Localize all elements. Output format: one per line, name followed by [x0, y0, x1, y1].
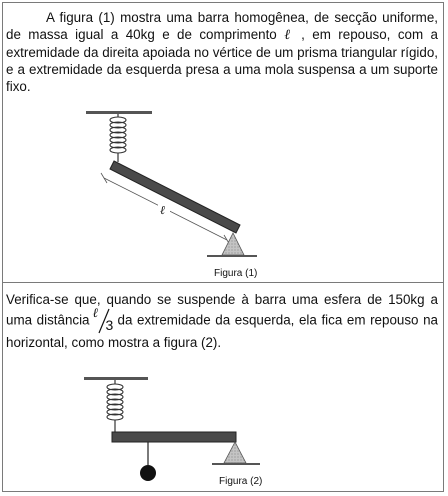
fixed-support-1 [86, 111, 152, 114]
fraction-numerator: ℓ [92, 306, 98, 321]
paragraph-2-text-b: da extremidade da esquerda, ela fica em repouso na horizontal, como mostra a figura (2). [6, 312, 438, 350]
fraction-denominator: 3 [105, 317, 114, 333]
figure-2-caption: Figura (2) [219, 476, 263, 487]
prism-support-2 [224, 442, 246, 463]
fixed-support-2 [84, 377, 148, 380]
paragraph-2-text-a: Verifica-se que, quando se suspende à barra uma esfera de 150kg a uma distância [6, 292, 438, 328]
suspended-sphere [140, 465, 156, 481]
spring-1 [110, 117, 126, 153]
figure-1-caption: Figura (1) [214, 268, 258, 279]
inclined-bar [110, 161, 240, 233]
figure-2 [84, 377, 262, 487]
ground-2 [212, 463, 260, 465]
ground-1 [207, 255, 257, 257]
spring-2 [107, 384, 123, 420]
length-label: ℓ [160, 203, 165, 217]
figure-1 [86, 111, 257, 279]
horizontal-bar [112, 432, 236, 442]
paragraph-1-text-b: , em repouso, com a extremidade da direita apoiada no vértice de um prisma triangular rígido, e a extremidade da esquerda presa a uma mola suspensa a um suporte fixo. [6, 27, 438, 94]
length-symbol: ℓ [284, 27, 294, 43]
prism-support-1 [222, 233, 244, 255]
paragraph-1-text-a: A figura (1) mostra uma barra homogênea, de secção uniforme, de massa igual a 40kg e de comprimento [6, 10, 438, 42]
